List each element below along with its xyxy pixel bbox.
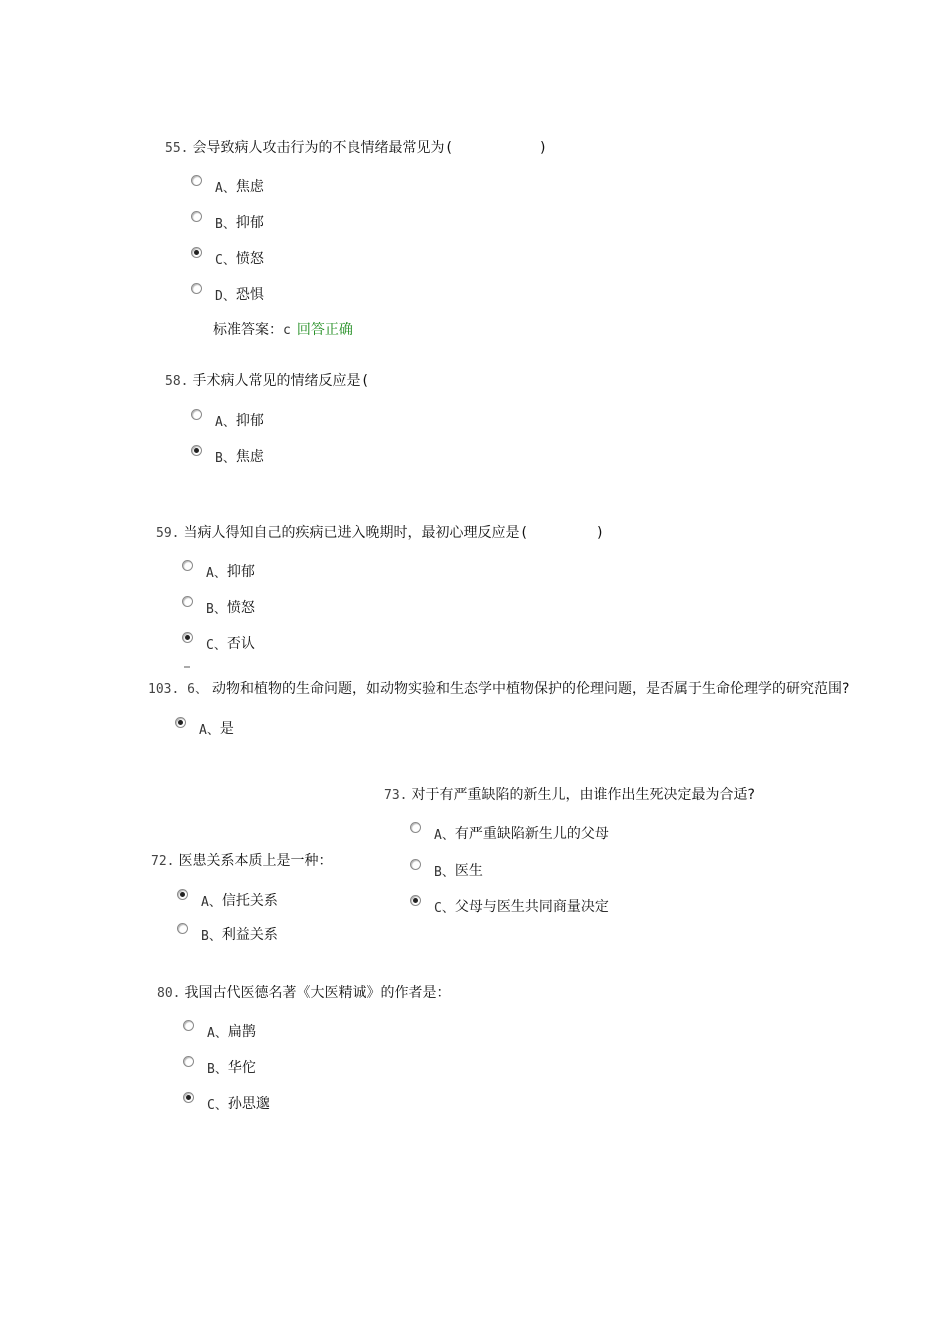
option-text: 愤怒 [226, 600, 255, 616]
radio-button[interactable] [182, 560, 193, 571]
question-number: 55. [165, 141, 189, 156]
radio-button[interactable] [183, 1020, 194, 1031]
question-number: 72. [151, 854, 175, 869]
q58-option-b[interactable] [191, 447, 264, 465]
q55-option-d[interactable] [191, 285, 264, 303]
q73-option-c[interactable] [410, 897, 609, 915]
q103-option-a[interactable] [175, 719, 234, 737]
option-letter: C、 [207, 1097, 228, 1113]
question-number: 103. 6、 [148, 682, 208, 697]
question-80-title [157, 982, 450, 1002]
option-letter: B、 [201, 928, 222, 944]
radio-button[interactable] [410, 859, 421, 870]
q73-option-b[interactable] [410, 861, 483, 879]
radio-button-checked[interactable] [191, 247, 202, 258]
q80-option-a[interactable] [183, 1022, 256, 1040]
question-text: 动物和植物的生命问题，如动物实验和生态学中植物保护的伦理问题，是否属于生命伦理学的研究范围? [211, 681, 850, 697]
option-letter: B、 [207, 1061, 228, 1077]
q55-option-b[interactable] [191, 213, 264, 231]
question-text: 当病人得知自己的疾病已进入晚期时，最初心理反应是 [183, 525, 520, 541]
q59-option-b[interactable] [182, 598, 255, 616]
option-text: 焦虑 [235, 449, 264, 465]
q58-option-a[interactable] [191, 411, 264, 429]
option-letter: A、 [434, 827, 455, 843]
option-text: 抑郁 [235, 413, 264, 429]
radio-button[interactable] [191, 211, 202, 222]
option-text: 否认 [226, 636, 255, 652]
question-58-title [165, 370, 368, 390]
option-text: 信托关系 [221, 893, 278, 909]
question-72-title [151, 850, 332, 870]
q80-option-b[interactable] [183, 1058, 256, 1076]
option-letter: B、 [206, 601, 227, 617]
q80-option-c[interactable] [183, 1094, 270, 1112]
question-103-title [148, 678, 849, 698]
q59-option-c[interactable] [182, 634, 255, 652]
radio-button[interactable] [177, 923, 188, 934]
question-text: 医患关系本质上是一种： [178, 853, 333, 869]
q72-option-b[interactable] [177, 925, 278, 943]
radio-button-checked[interactable] [410, 895, 421, 906]
open-paren: ( [362, 373, 368, 389]
option-text: 有严重缺陷新生儿的父母 [454, 826, 609, 842]
option-letter: A、 [215, 180, 236, 196]
question-59-title [156, 522, 602, 542]
radio-button[interactable] [191, 175, 202, 186]
option-text: 利益关系 [221, 927, 278, 943]
close-paren: ) [539, 140, 546, 156]
q72-option-a[interactable] [177, 891, 278, 909]
radio-button[interactable] [182, 596, 193, 607]
answer-value: c [283, 323, 291, 338]
option-text: 医生 [454, 863, 483, 879]
answer-label: 标准答案： [213, 322, 283, 338]
option-text: 父母与医生共同商量决定 [454, 899, 609, 915]
option-text: 焦虑 [235, 179, 264, 195]
option-letter: B、 [434, 864, 455, 880]
option-letter: A、 [206, 565, 227, 581]
option-text: 是 [219, 721, 234, 737]
q73-option-a[interactable] [410, 824, 609, 842]
option-text: 恐惧 [235, 287, 264, 303]
question-text: 会导致病人攻击行为的不良情绪最常见为 [192, 140, 445, 156]
radio-button-checked[interactable] [183, 1092, 194, 1103]
option-letter: B、 [215, 216, 236, 232]
question-number: 80. [157, 986, 181, 1001]
close-paren: ) [596, 525, 603, 541]
option-letter: A、 [199, 722, 220, 738]
question-55-title [165, 137, 545, 157]
clipped-radio-fragment [184, 666, 190, 668]
option-letter: C、 [215, 252, 236, 268]
option-letter: A、 [215, 414, 236, 430]
open-paren: ( [521, 525, 527, 541]
option-text: 华佗 [227, 1060, 256, 1076]
question-text: 我国古代医德名著《大医精诚》的作者是： [184, 985, 451, 1001]
radio-button-checked[interactable] [175, 717, 186, 728]
radio-button[interactable] [183, 1056, 194, 1067]
q59-option-a[interactable] [182, 562, 255, 580]
standard-answer [213, 319, 353, 339]
question-text: 对于有严重缺陷的新生儿，由谁作出生死决定最为合适? [411, 787, 755, 803]
q55-option-a[interactable] [191, 177, 264, 195]
radio-button[interactable] [191, 409, 202, 420]
result-correct: 回答正确 [296, 322, 353, 338]
q72-option-b-clipped [177, 925, 347, 944]
question-text: 手术病人常见的情绪反应是 [192, 373, 361, 389]
question-number: 73. [384, 788, 408, 803]
option-letter: B、 [215, 450, 236, 466]
option-letter: C、 [206, 637, 227, 653]
option-letter: C、 [434, 900, 455, 916]
option-text: 抑郁 [226, 564, 255, 580]
q55-option-c[interactable] [191, 249, 264, 267]
open-paren: ( [446, 140, 452, 156]
radio-button[interactable] [191, 283, 202, 294]
option-text: 孙思邈 [227, 1096, 270, 1112]
question-number: 59. [156, 526, 180, 541]
option-letter: A、 [201, 894, 222, 910]
radio-button-checked[interactable] [191, 445, 202, 456]
question-number: 58. [165, 374, 189, 389]
option-text: 愤怒 [235, 251, 264, 267]
option-letter: A、 [207, 1025, 228, 1041]
option-letter: D、 [215, 288, 236, 304]
question-73-title [384, 784, 755, 804]
radio-button-checked[interactable] [177, 889, 188, 900]
option-text: 扁鹊 [227, 1024, 256, 1040]
radio-button[interactable] [410, 822, 421, 833]
radio-button-checked[interactable] [182, 632, 193, 643]
option-text: 抑郁 [235, 215, 264, 231]
